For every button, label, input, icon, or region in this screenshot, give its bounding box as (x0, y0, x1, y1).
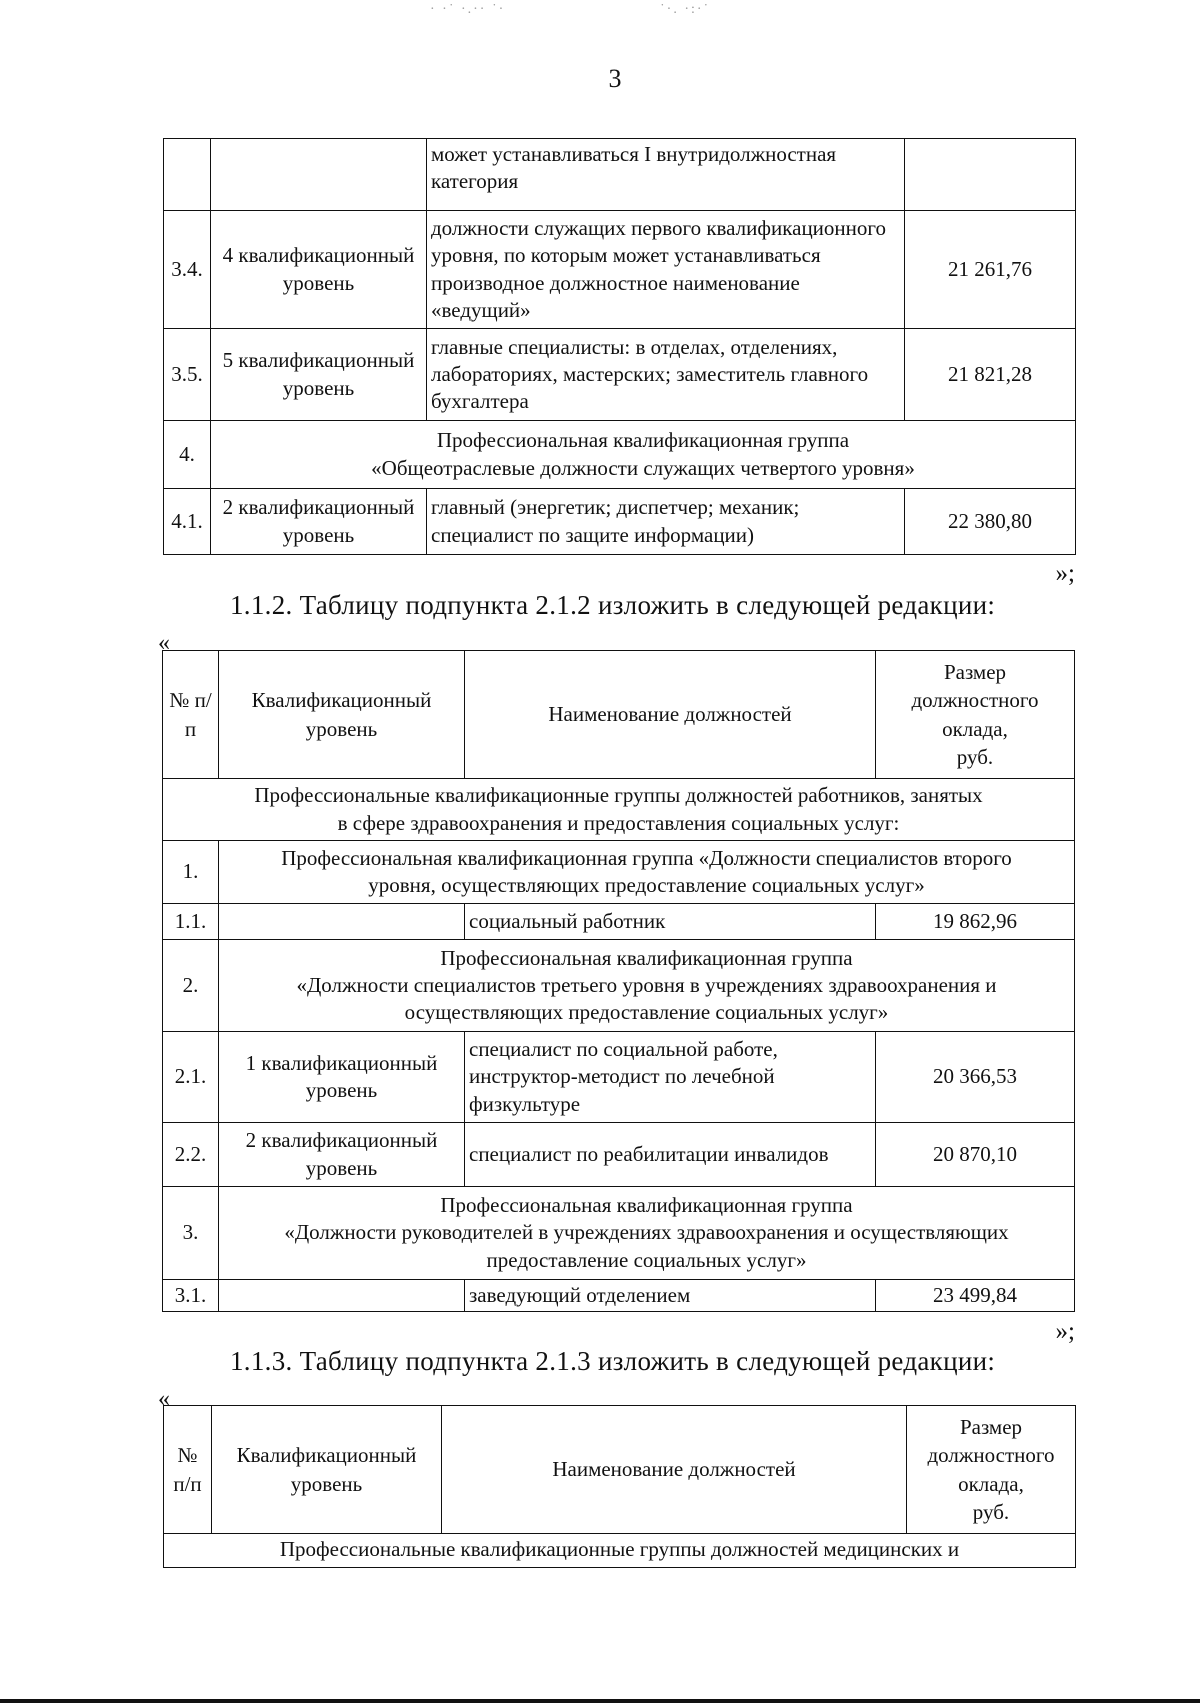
header-salary-line: руб. (956, 744, 994, 769)
header-salary (907, 1406, 1076, 1534)
table-caption (163, 779, 1075, 841)
opening-quote: « (158, 630, 170, 656)
table-row (163, 1032, 1075, 1123)
header-salary-line: должностного (927, 1443, 1055, 1468)
qualification-level: 2 квалификационный уровень (219, 1123, 465, 1187)
salary-table-continuation (163, 138, 1076, 555)
row-number: 3.4. (164, 211, 211, 329)
qualification-level (219, 1280, 465, 1312)
group-title (219, 940, 1075, 1032)
table-header-row (163, 651, 1075, 779)
position-names: главные специалисты: в отделах, отделениях, лабораториях, мастерских; заместитель главного бухгалтера (427, 329, 905, 421)
closing-quote: »; (1055, 1318, 1075, 1345)
header-positions: Наименование должностей (442, 1406, 907, 1534)
table-row (163, 1280, 1075, 1312)
group-title-line: Профессиональная квалификационная группа (440, 945, 853, 970)
salary-amount: 23 499,84 (876, 1280, 1075, 1312)
position-names: главный (энергетик; диспетчер; механик; специалист по защите информации) (427, 489, 905, 555)
caption-line: Профессиональные квалификационные группы должностей работников, занятых (254, 783, 983, 808)
row-number: 1.1. (163, 904, 219, 940)
group-title (211, 421, 1076, 489)
row-number: 3.5. (164, 329, 211, 421)
scan-artifact: ˙·. ·:·˙ (660, 2, 711, 17)
group-title-line: «Должности специалистов третьего уровня в учреждениях здравоохранения и (296, 972, 997, 997)
position-names: социальный работник (465, 904, 876, 940)
header-level: Квалификационный уровень (212, 1406, 442, 1534)
row-number: 2.2. (163, 1123, 219, 1187)
section-heading: 1.1.3. Таблицу подпункта 2.1.3 изложить в следующей редакции: (230, 1346, 996, 1376)
qualification-level: 1 квалификационный уровень (219, 1032, 465, 1123)
caption-line: в сфере здравоохранения и предоставления социальных услуг: (337, 810, 900, 835)
caption-row (163, 779, 1075, 841)
position-names: специалист по реабилитации инвалидов (465, 1123, 876, 1187)
table-row (163, 1123, 1075, 1187)
row-number (164, 139, 211, 211)
qualification-level: 4 квалификационный уровень (211, 211, 427, 329)
group-number: 1. (163, 841, 219, 904)
position-names: должности служащих первого квалификационного уровня, по которым может устанавливаться производное должностное наименование «ведущий» (427, 211, 905, 329)
page-number: 3 (608, 64, 622, 93)
header-salary-line: Размер (959, 1414, 1023, 1439)
group-row (163, 841, 1075, 904)
group-row (163, 940, 1075, 1032)
qualification-level: 2 квалификационный уровень (211, 489, 427, 555)
group-number: 3. (163, 1187, 219, 1280)
position-names: может устанавливаться I внутридолжностная категория (427, 139, 905, 211)
header-number: № п/п (164, 1406, 212, 1534)
group-number: 4. (164, 421, 211, 489)
salary-amount: 20 870,10 (876, 1123, 1075, 1187)
group-title-line: уровня, осуществляющих предоставление социальных услуг» (368, 873, 925, 897)
table-row (164, 489, 1076, 555)
header-salary-line: должностного (911, 688, 1039, 713)
salary-amount: 19 862,96 (876, 904, 1075, 940)
group-title-line: Профессиональная квалификационная группа (440, 1193, 853, 1218)
qualification-level (211, 139, 427, 211)
row-number: 4.1. (164, 489, 211, 555)
qualification-level: 5 квалификационный уровень (211, 329, 427, 421)
header-level: Квалификационный уровень (219, 651, 465, 779)
closing-quote: »; (1055, 560, 1075, 587)
group-title (219, 1187, 1075, 1280)
header-salary-line: Размер (943, 659, 1007, 684)
row-number: 2.1. (163, 1032, 219, 1123)
salary-amount: 20 366,53 (876, 1032, 1075, 1123)
header-positions: Наименование должностей (465, 651, 876, 779)
salary-amount: 21 261,76 (905, 211, 1076, 329)
group-title-line: предоставление социальных услуг» (486, 1247, 807, 1272)
caption-row (164, 1534, 1076, 1568)
group-title-line: Профессиональная квалификационная группа (436, 428, 850, 453)
page-bottom-edge (0, 1699, 1200, 1703)
position-names: специалист по социальной работе, инструктор-методист по лечебной физкультуре (465, 1032, 876, 1123)
header-salary-line: оклада, (958, 1471, 1024, 1496)
group-row (163, 1187, 1075, 1280)
table-row (164, 211, 1076, 329)
table-row (164, 139, 1076, 211)
header-salary-line: руб. (972, 1499, 1010, 1524)
header-number: № п/п (163, 651, 219, 779)
salary-table-2-1-2 (162, 650, 1075, 1312)
group-title-line: «Должности руководителей в учреждениях здравоохранения и осуществляющих (284, 1220, 1009, 1245)
salary-amount: 22 380,80 (905, 489, 1076, 555)
group-number: 2. (163, 940, 219, 1032)
section-heading: 1.1.2. Таблицу подпункта 2.1.2 изложить в следующей редакции: (230, 590, 996, 620)
opening-quote: « (158, 1386, 170, 1412)
group-title-line: «Общеотраслевые должности служащих четвертого уровня» (371, 455, 915, 480)
table-row (163, 904, 1075, 940)
group-row (164, 421, 1076, 489)
scan-artifact: · ·˙ ·.·· ˙· (430, 2, 506, 17)
group-title-line: осуществляющих предоставление социальных услуг» (404, 1000, 889, 1025)
position-names: заведующий отделением (465, 1280, 876, 1312)
table-caption: Профессиональные квалификационные группы должностей медицинских и (164, 1534, 1076, 1568)
group-title (219, 841, 1075, 904)
salary-amount (905, 139, 1076, 211)
header-salary (876, 651, 1075, 779)
table-header-row (164, 1406, 1076, 1534)
salary-table-2-1-3 (163, 1405, 1076, 1568)
qualification-level (219, 904, 465, 940)
header-salary-line: оклада, (942, 716, 1008, 741)
group-title-line: Профессиональная квалификационная группа «Должности специалистов второго (281, 845, 1012, 870)
row-number: 3.1. (163, 1280, 219, 1312)
salary-amount: 21 821,28 (905, 329, 1076, 421)
table-row (164, 329, 1076, 421)
